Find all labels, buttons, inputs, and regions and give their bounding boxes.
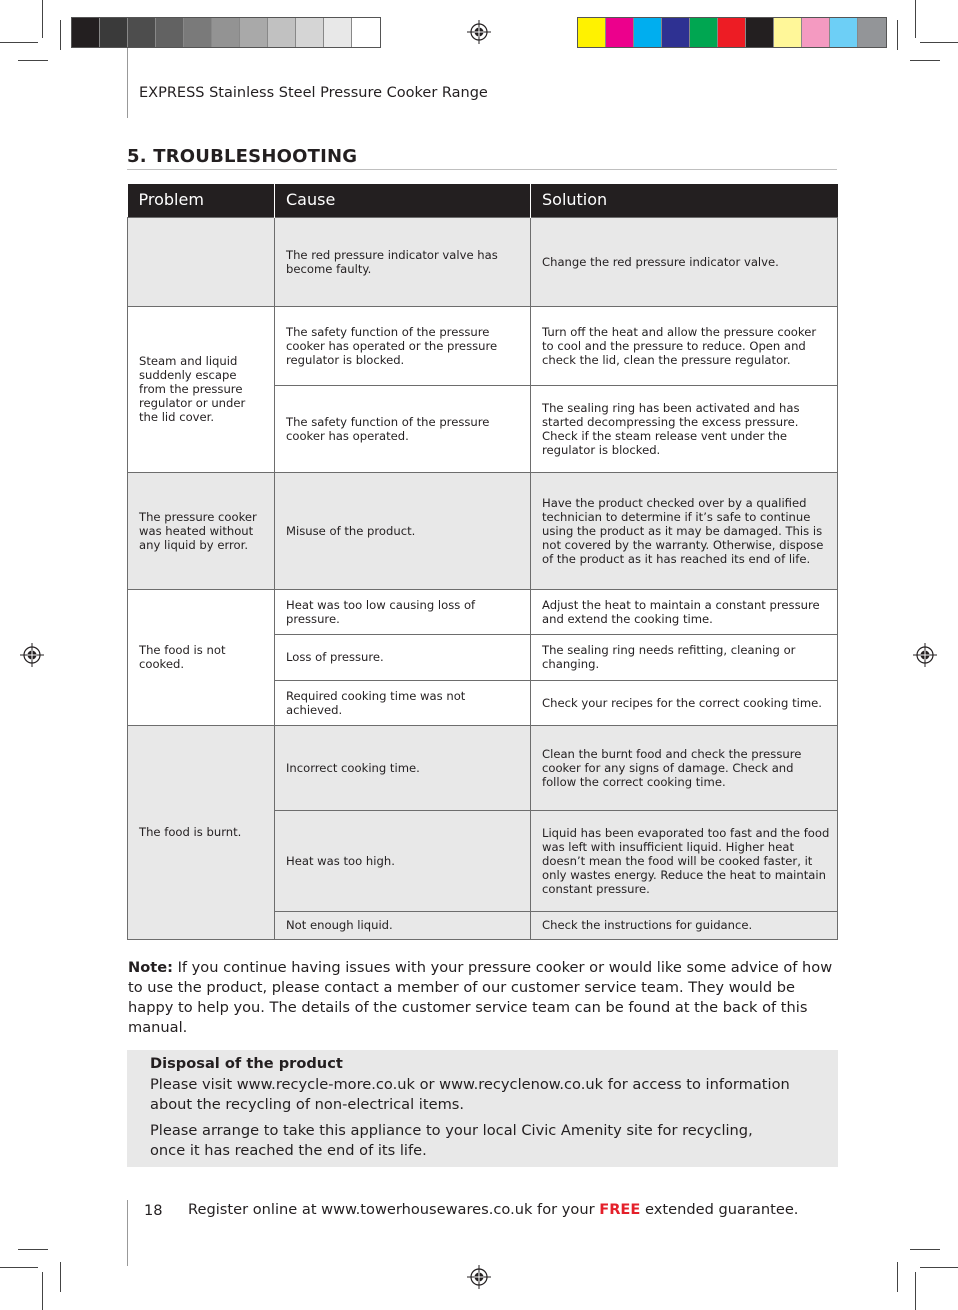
section-title: 5. TROUBLESHOOTING: [127, 146, 358, 167]
column-header-problem: Problem: [128, 184, 275, 217]
cause-cell: Misuse of the product.: [275, 472, 531, 589]
problem-cell: The food is not cooked.: [128, 589, 275, 725]
crop-mark-top-left-v2: [60, 20, 61, 50]
crop-mark-bottom-left-v: [42, 1272, 43, 1310]
table-row: [128, 589, 838, 634]
crop-mark-top-right-h: [920, 42, 958, 43]
grayscale-color-bar: [71, 17, 381, 48]
solution-cell: Change the red pressure indicator valve.: [531, 217, 838, 306]
solution-cell: Turn off the heat and allow the pressure cooker to cool and the pressure to reduce. Open and check the lid, clean the pressure regulator.: [531, 306, 838, 385]
solution-cell: Have the product checked over by a qualified technician to determine if it’s safe to continue using the product as it may be damaged. This is not covered by the warranty. Otherwise, dispose of the product as it has reached its end of life.: [531, 472, 838, 589]
registration-mark-icon: [467, 20, 491, 44]
crop-mark-top-right-h2: [910, 60, 940, 61]
note-paragraph: [128, 958, 838, 1038]
cause-cell: The safety function of the pressure cooker has operated or the pressure regulator is blocked.: [275, 306, 531, 385]
problem-cell: Steam and liquid suddenly escape from the pressure regulator or under the lid cover.: [128, 306, 275, 472]
solution-cell: The sealing ring has been activated and has started decompressing the excess pressure. Check if the steam release vent under the regulator is blocked.: [531, 385, 838, 472]
cause-cell: Required cooking time was not achieved.: [275, 680, 531, 725]
problem-cell: The food is burnt.: [128, 725, 275, 939]
troubleshooting-table: [127, 184, 838, 940]
running-header: EXPRESS Stainless Steel Pressure Cooker Range: [139, 85, 488, 101]
footer-divider: [127, 1200, 128, 1266]
table-row: [128, 217, 838, 306]
disposal-line: Please arrange to take this appliance to your local Civic Amenity site for recycling,: [150, 1122, 753, 1139]
crop-mark-top-right-v2: [897, 20, 898, 50]
problem-cell: [128, 217, 275, 306]
solution-cell: Check the instructions for guidance.: [531, 911, 838, 939]
process-color-bar: [577, 17, 887, 48]
crop-mark-bottom-right-h: [920, 1267, 958, 1268]
footer-text-end: extended guarantee.: [640, 1201, 799, 1218]
free-highlight: FREE: [599, 1201, 641, 1218]
page-number: 18: [144, 1202, 163, 1219]
margin-guide-line: [127, 48, 128, 118]
column-header-cause: Cause: [275, 184, 531, 217]
registration-mark-icon: [20, 643, 44, 667]
crop-mark-bottom-left-h: [0, 1267, 38, 1268]
crop-mark-top-right-v: [915, 0, 916, 38]
table-row: [128, 306, 838, 385]
cause-cell: Loss of pressure.: [275, 634, 531, 680]
footer-guarantee-text: [188, 1201, 798, 1218]
crop-mark-top-left-v: [42, 0, 43, 38]
crop-mark-bottom-right-v2: [897, 1262, 898, 1292]
disposal-paragraph-recycling-links: Please visit www.recycle-more.co.uk or www.recyclenow.co.uk for access to information about the recycling of non-electrical items.: [150, 1076, 790, 1113]
cause-cell: Incorrect cooking time.: [275, 725, 531, 810]
crop-mark-bottom-left-v2: [60, 1262, 61, 1292]
cause-cell: Heat was too low causing loss of pressure.: [275, 589, 531, 634]
title-divider: [127, 169, 837, 170]
footer-text-start: Register online at www.towerhousewares.co.uk for your: [188, 1201, 600, 1218]
column-header-solution: Solution: [531, 184, 838, 217]
crop-mark-top-left-h2: [18, 60, 48, 61]
cause-cell: Heat was too high.: [275, 810, 531, 911]
solution-cell: The sealing ring needs refitting, cleaning or changing.: [531, 634, 838, 680]
table-row: [128, 472, 838, 589]
solution-cell: Clean the burnt food and check the pressure cooker for any signs of damage. Check and follow the correct cooking time.: [531, 725, 838, 810]
cause-cell: The red pressure indicator valve has become faulty.: [275, 217, 531, 306]
solution-cell: Adjust the heat to maintain a constant pressure and extend the cooking time.: [531, 589, 838, 634]
registration-mark-icon: [467, 1265, 491, 1289]
problem-cell: The pressure cooker was heated without any liquid by error.: [128, 472, 275, 589]
note-text: If you continue having issues with your pressure cooker or would like some advice of how to use the product, please contact a member of our customer service team. They would be happy to help you. The details of the customer service team can be found at the back of this manual.: [128, 959, 833, 1036]
note-label: Note:: [128, 959, 173, 976]
crop-mark-bottom-right-h2: [910, 1249, 940, 1250]
crop-mark-bottom-left-h2: [18, 1249, 48, 1250]
cause-cell: Not enough liquid.: [275, 911, 531, 939]
solution-cell: Liquid has been evaporated too fast and the food was left with insufficient liquid. Higher heat doesn’t mean the food will be cooked faster, it only wastes energy. Reduce the heat to maintain constant pressure.: [531, 810, 838, 911]
table-header-row: [128, 184, 838, 217]
disposal-line: once it has reached the end of its life.: [150, 1142, 427, 1159]
cause-cell: The safety function of the pressure cooker has operated.: [275, 385, 531, 472]
solution-cell: Check your recipes for the correct cooking time.: [531, 680, 838, 725]
crop-mark-top-left-h: [0, 42, 38, 43]
registration-mark-icon: [913, 643, 937, 667]
disposal-paragraph-civic-amenity: [150, 1121, 830, 1161]
disposal-title: Disposal of the product: [150, 1055, 343, 1072]
crop-mark-bottom-right-v: [915, 1272, 916, 1310]
table-row: [128, 725, 838, 810]
